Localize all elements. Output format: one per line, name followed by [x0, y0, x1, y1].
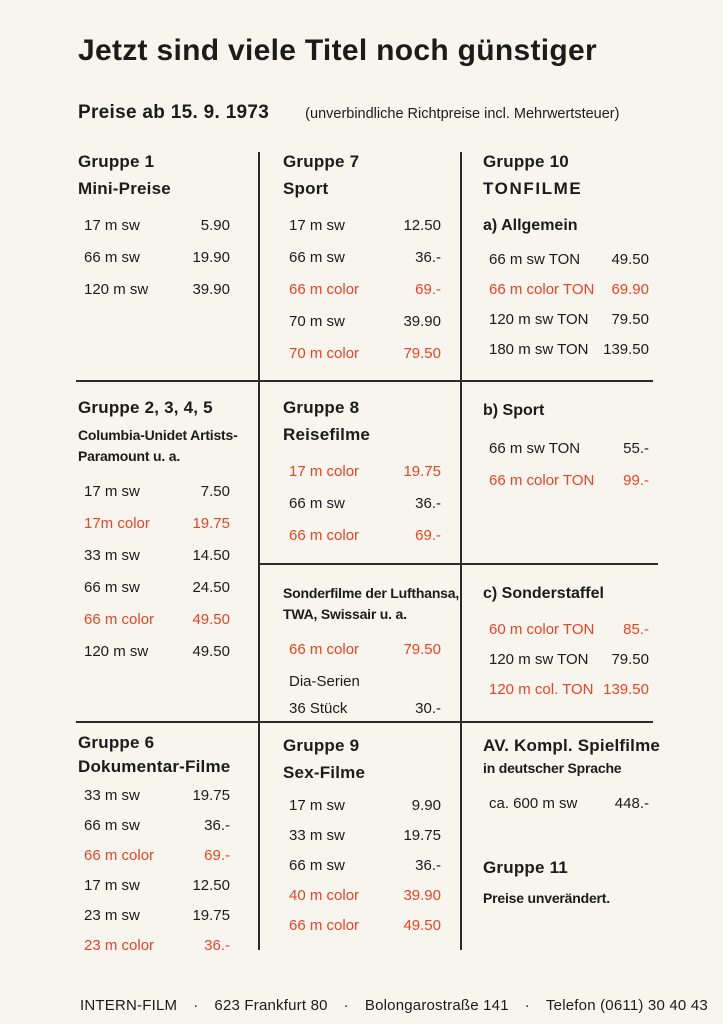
section-gruppe-8	[283, 398, 441, 559]
item-label: 33 m sw	[289, 827, 345, 844]
price-row	[483, 621, 649, 638]
item-price: 36.-	[204, 817, 230, 834]
section-gruppe-10b	[483, 402, 649, 504]
footer	[80, 997, 708, 1014]
item-label: 120 m sw TON	[489, 311, 589, 328]
item-price: 49.50	[192, 643, 230, 660]
group-note-line-1: Sonderfilme der Lufthansa,	[283, 585, 460, 601]
price-row	[78, 877, 230, 894]
row-divider-1	[76, 380, 653, 382]
item-price: 139.50	[603, 681, 649, 698]
price-row	[78, 907, 230, 924]
group-note-line-2: TWA, Swissair u. a.	[283, 606, 407, 622]
group-subheading: in deutscher Sprache	[483, 760, 622, 776]
section-gruppe-6	[78, 733, 230, 967]
price-row	[78, 547, 230, 564]
item-price: 19.75	[192, 907, 230, 924]
item-price: 19.75	[192, 515, 230, 532]
item-price: 12.50	[403, 217, 441, 234]
column-divider-2	[460, 152, 462, 950]
price-rows	[283, 463, 441, 544]
subsection-heading: b) Sport	[483, 402, 545, 419]
item-label: 66 m color	[84, 611, 155, 628]
price-rows	[483, 621, 649, 698]
item-price: 36.-	[415, 249, 441, 266]
price-rows	[483, 440, 649, 489]
item-label: 66 m color	[289, 641, 360, 658]
item-price: 12.50	[192, 877, 230, 894]
item-price: 49.50	[403, 917, 441, 934]
item-label: 120 m sw	[84, 281, 149, 298]
item-price: 5.90	[200, 217, 230, 234]
item-label: 17 m sw	[84, 877, 140, 894]
group-subheading: Sport	[283, 179, 329, 198]
item-label: 40 m color	[289, 887, 360, 904]
price-row	[283, 281, 441, 298]
price-row	[78, 937, 230, 954]
item-label: 180 m sw TON	[489, 341, 589, 358]
subsection-heading: c) Sonderstaffel	[483, 585, 604, 602]
group-note: Preise unverändert.	[483, 890, 610, 906]
item-label: ca. 600 m sw	[489, 795, 578, 812]
item-label: 66 m sw TON	[489, 251, 581, 268]
item-label: 66 m sw	[84, 579, 140, 596]
price-rows	[283, 797, 441, 934]
item-price: 19.90	[192, 249, 230, 266]
item-label: 66 m sw	[289, 495, 345, 512]
price-row	[483, 651, 649, 668]
group-heading: Gruppe 6	[78, 733, 155, 752]
group-note-line-1: Columbia-Unidet Artists-	[78, 427, 238, 443]
price-rows	[78, 787, 230, 954]
item-label: 120 m sw	[84, 643, 149, 660]
price-row	[78, 787, 230, 804]
price-row	[283, 641, 441, 658]
tax-note: (unverbindliche Richtpreise incl. Mehrwertsteuer)	[305, 106, 620, 122]
price-rows	[483, 795, 660, 812]
section-gruppe-10c	[483, 585, 649, 711]
group-heading: Gruppe 2, 3, 4, 5	[78, 398, 213, 417]
item-price: 69.-	[204, 847, 230, 864]
item-label: 60 m color TON	[489, 621, 595, 638]
item-label: 66 m sw	[84, 249, 140, 266]
section-gruppe-9	[283, 736, 441, 947]
item-price: 49.50	[192, 611, 230, 628]
section-gruppe-7	[283, 152, 441, 377]
group-heading: Gruppe 1	[78, 152, 155, 171]
price-row	[483, 795, 649, 812]
item-price: 7.50	[200, 483, 230, 500]
price-rows	[283, 641, 459, 658]
item-label: 66 m sw	[289, 249, 345, 266]
price-row	[283, 527, 441, 544]
item-label: 23 m sw	[84, 907, 140, 924]
price-row	[78, 611, 230, 628]
group-heading: Gruppe 10	[483, 152, 569, 171]
item-price: 39.90	[403, 887, 441, 904]
price-rows	[78, 217, 230, 298]
item-price: 69.-	[415, 527, 441, 544]
footer-phone: Telefon (0611) 30 40 43	[545, 997, 708, 1014]
price-rows	[483, 251, 649, 358]
group-subheading: Mini-Preise	[78, 179, 171, 198]
price-row	[483, 341, 649, 358]
item-price: 14.50	[192, 547, 230, 564]
effective-date: Preise ab 15. 9. 1973	[78, 102, 270, 123]
item-price: 39.90	[403, 313, 441, 330]
price-row	[78, 817, 230, 834]
section-gruppe-10a	[483, 152, 649, 371]
price-row	[283, 313, 441, 330]
page-title: Jetzt sind viele Titel noch günstiger	[78, 34, 597, 67]
footer-separator: ·	[343, 997, 349, 1014]
item-price: 19.75	[192, 787, 230, 804]
item-price: 99.-	[623, 472, 649, 489]
price-rows	[78, 483, 238, 660]
footer-separator: ·	[193, 997, 199, 1014]
group-subheading: Reisefilme	[283, 425, 371, 444]
item-label: 17m color	[84, 515, 150, 532]
item-label: 66 m color	[84, 847, 155, 864]
section-spielfilme	[483, 736, 660, 909]
price-row	[483, 681, 649, 698]
price-row	[483, 281, 649, 298]
item-label: 66 m sw TON	[489, 440, 581, 457]
group-note-line-2: Paramount u. a.	[78, 448, 181, 464]
item-price: 24.50	[192, 579, 230, 596]
item-price: 55.-	[623, 440, 649, 457]
price-row	[283, 917, 441, 934]
price-rows	[283, 700, 459, 717]
group-heading: Gruppe 9	[283, 736, 360, 755]
item-price: 30.-	[415, 700, 441, 717]
price-row	[78, 483, 230, 500]
item-label: 33 m sw	[84, 787, 140, 804]
price-row	[283, 249, 441, 266]
item-price: 49.50	[611, 251, 649, 268]
price-row	[78, 643, 230, 660]
footer-city: 623 Frankfurt 80	[214, 997, 328, 1014]
item-price: 79.50	[403, 345, 441, 362]
section-gruppe-2345	[78, 398, 238, 675]
item-label: 70 m color	[289, 345, 360, 362]
group-heading: Gruppe 8	[283, 398, 360, 417]
item-price: 19.75	[403, 463, 441, 480]
price-row	[483, 472, 649, 489]
footer-street: Bolongarostraße 141	[364, 997, 509, 1014]
item-label: 36 Stück	[289, 700, 348, 717]
item-label: 66 m color	[289, 917, 360, 934]
price-row	[283, 827, 441, 844]
price-row	[78, 217, 230, 234]
price-row	[283, 345, 441, 362]
group-subheading: TONFILME	[483, 179, 583, 198]
dia-serien-label: Dia-Serien	[289, 673, 360, 690]
item-price: 36.-	[204, 937, 230, 954]
item-label: 23 m color	[84, 937, 155, 954]
item-label: 17 m sw	[84, 483, 140, 500]
group-heading: AV. Kompl. Spielfilme	[483, 736, 661, 755]
footer-separator: ·	[524, 997, 530, 1014]
item-label: 66 m color	[289, 527, 360, 544]
item-label: 66 m color TON	[489, 281, 595, 298]
item-label: 17 m sw	[289, 217, 345, 234]
price-row	[483, 311, 649, 328]
price-rows	[283, 217, 441, 362]
item-label: 66 m sw	[84, 817, 140, 834]
section-sonderfilme	[283, 583, 459, 732]
item-price: 79.50	[611, 651, 649, 668]
group-subheading: Sex-Filme	[283, 763, 366, 782]
item-label: 33 m sw	[84, 547, 140, 564]
price-row	[78, 579, 230, 596]
item-price: 85.-	[623, 621, 649, 638]
item-label: 17 m sw	[84, 217, 140, 234]
item-price: 79.50	[403, 641, 441, 658]
item-label: 120 m sw TON	[489, 651, 589, 668]
item-label: 70 m sw	[289, 313, 345, 330]
item-price: 139.50	[603, 341, 649, 358]
item-label: 66 m sw	[289, 857, 345, 874]
price-row	[483, 440, 649, 457]
price-row	[283, 463, 441, 480]
column-divider-1	[258, 152, 260, 950]
price-row	[283, 797, 441, 814]
price-row	[78, 249, 230, 266]
item-label: 120 m col. TON	[489, 681, 594, 698]
item-price: 69.-	[415, 281, 441, 298]
subsection-heading: a) Allgemein	[483, 217, 578, 234]
section-gruppe-11	[483, 858, 660, 909]
price-row	[483, 251, 649, 268]
group-subheading: Dokumentar-Filme	[78, 757, 231, 776]
price-row	[78, 281, 230, 298]
item-price: 19.75	[403, 827, 441, 844]
item-label: 66 m color TON	[489, 472, 595, 489]
price-row	[283, 857, 441, 874]
group-heading: Gruppe 11	[483, 858, 568, 877]
item-price: 36.-	[415, 495, 441, 512]
price-row	[283, 700, 441, 717]
section-gruppe-1	[78, 152, 230, 313]
price-row	[78, 847, 230, 864]
company-name: INTERN-FILM	[80, 997, 178, 1014]
item-price: 448.-	[614, 795, 649, 812]
item-price: 69.90	[611, 281, 649, 298]
price-row	[283, 217, 441, 234]
row-divider-mid	[258, 563, 658, 565]
subheader	[78, 102, 619, 124]
price-row	[283, 495, 441, 512]
item-label: 66 m color	[289, 281, 360, 298]
item-price: 39.90	[192, 281, 230, 298]
item-price: 79.50	[611, 311, 649, 328]
item-label: 17 m sw	[289, 797, 345, 814]
item-price: 9.90	[411, 797, 441, 814]
price-row	[283, 887, 441, 904]
item-price: 36.-	[415, 857, 441, 874]
group-heading: Gruppe 7	[283, 152, 360, 171]
item-label: 17 m color	[289, 463, 360, 480]
price-row	[78, 515, 230, 532]
